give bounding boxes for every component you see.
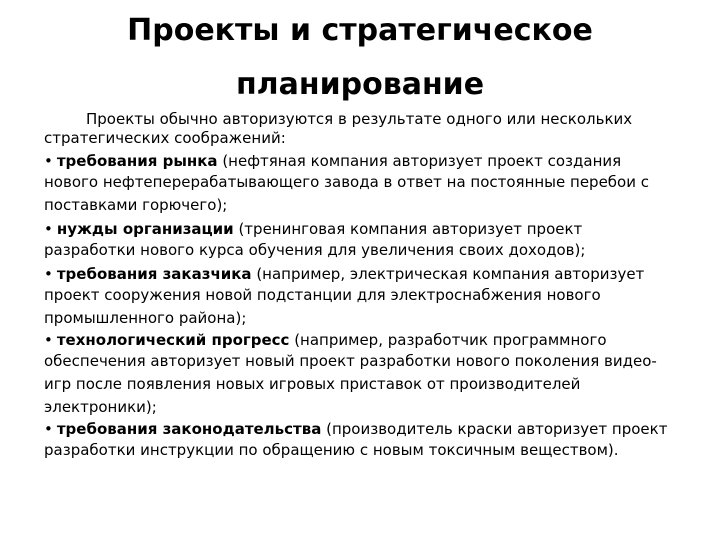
bullet-line: обеспечения авторизует новый проект разработки нового поколения видео- (44, 352, 657, 370)
bullet-line: игр после появления новых игровых приставок от производителей (44, 375, 581, 393)
slide-body (44, 110, 704, 462)
bullet-marker: • (44, 420, 53, 438)
bullet-keyword: требования законодательства (56, 420, 322, 438)
bullet-marker: • (44, 331, 53, 349)
intro-paragraph (44, 110, 704, 148)
bullet-text: (производитель краски авторизует проект (321, 420, 668, 438)
bullet-line: электроники); (44, 398, 157, 416)
bullet-line: разработки инструкции по обращению с новым токсичным веществом). (44, 441, 619, 459)
bullet-item-customer-requirements (44, 264, 704, 330)
bullet-marker: • (44, 220, 53, 238)
bullet-item-legal-requirements (44, 419, 704, 462)
intro-line-1: Проекты обычно авторизуются в результате одного или нескольких (86, 110, 633, 128)
bullet-list (44, 151, 704, 462)
bullet-line: промышленного района); (44, 309, 247, 327)
bullet-marker: • (44, 152, 53, 170)
bullet-marker: • (44, 265, 53, 283)
bullet-item-organization-needs (44, 219, 704, 262)
bullet-first-line (44, 264, 704, 284)
title-line-1: Проекты и стратегическое (127, 13, 593, 48)
title-line-2: планирование (235, 67, 485, 102)
bullet-keyword: технологический прогресс (56, 331, 290, 349)
bullet-keyword: нужды организации (56, 220, 234, 238)
bullet-line: проект сооружения новой подстанции для электроснабжения нового (44, 286, 601, 304)
bullet-keyword: требования рынка (56, 152, 218, 170)
bullet-line: нового нефтеперерабатывающего завода в ответ на постоянные перебои с (44, 173, 650, 191)
bullet-first-line (44, 330, 704, 350)
bullet-text: (тренинговая компания авторизует проект (233, 220, 583, 238)
bullet-line: разработки нового курса обучения для увеличения своих доходов); (44, 241, 586, 259)
bullet-text: (например, разработчик программного (289, 331, 607, 349)
slide-title (60, 4, 660, 112)
bullet-item-technological-progress (44, 330, 704, 419)
intro-line-2: стратегических соображений: (44, 129, 286, 147)
bullet-item-market-requirements (44, 151, 704, 217)
bullet-line: поставками горючего); (44, 196, 228, 214)
bullet-first-line (44, 219, 704, 239)
bullet-text: (нефтяная компания авторизует проект создания (217, 152, 622, 170)
bullet-first-line (44, 151, 704, 171)
bullet-first-line (44, 419, 704, 439)
bullet-text: (например, электрическая компания авторизует (251, 265, 645, 283)
bullet-keyword: требования заказчика (56, 265, 252, 283)
